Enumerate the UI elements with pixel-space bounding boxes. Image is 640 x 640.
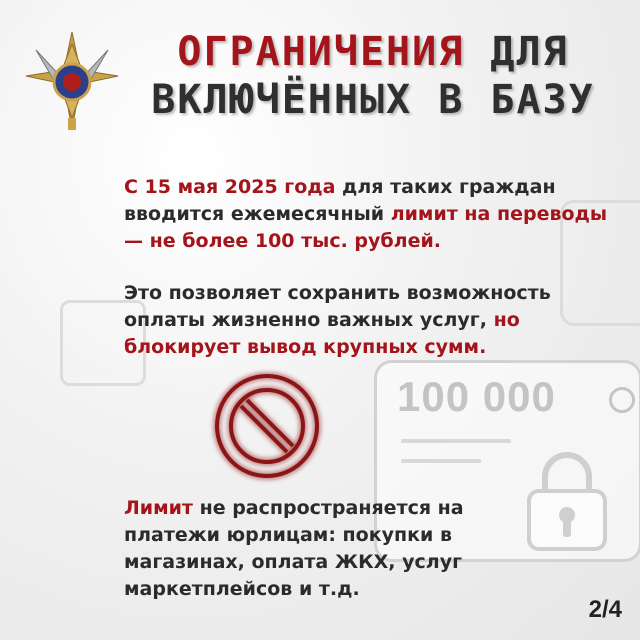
title-accent: ОГРАНИЧЕНИЯ [177,29,465,75]
paragraph-purpose [124,280,624,361]
title-rest: ДЛЯ [490,29,569,75]
emblem-icon [22,30,122,140]
limit-highlight: лимит на переводы — не более 100 тыс. рублей. [124,203,608,252]
paragraph-text: для таких граждан вводится ежемесячный [124,176,556,225]
paragraph-text: Это позволяет сохранить возможность оплаты жизненно важных услуг, [124,282,551,331]
limit-word-highlight: Лимит [124,497,193,519]
prohibition-icon [208,367,326,485]
card-amount: 100 000 [397,373,556,420]
lock-icon [517,443,617,553]
date-highlight: С 15 мая 2025 года [124,176,336,198]
page-title [138,28,608,124]
title-line-1 [138,28,608,76]
paragraph-limit [124,174,624,255]
page-number: 2/4 [588,596,622,623]
card-divider [401,439,511,443]
block-highlight: но блокирует вывод крупных сумм. [124,309,520,358]
card-divider [401,459,481,463]
coin-icon [609,387,635,413]
paragraph-exceptions [124,495,504,603]
paragraph-text: не распространяется на платежи юрлицам: покупки в магазинах, оплата ЖКХ, услуг маркетплейсов и т.д. [124,497,464,600]
title-line-2: ВКЛЮЧЁННЫХ В БАЗУ [151,77,595,123]
